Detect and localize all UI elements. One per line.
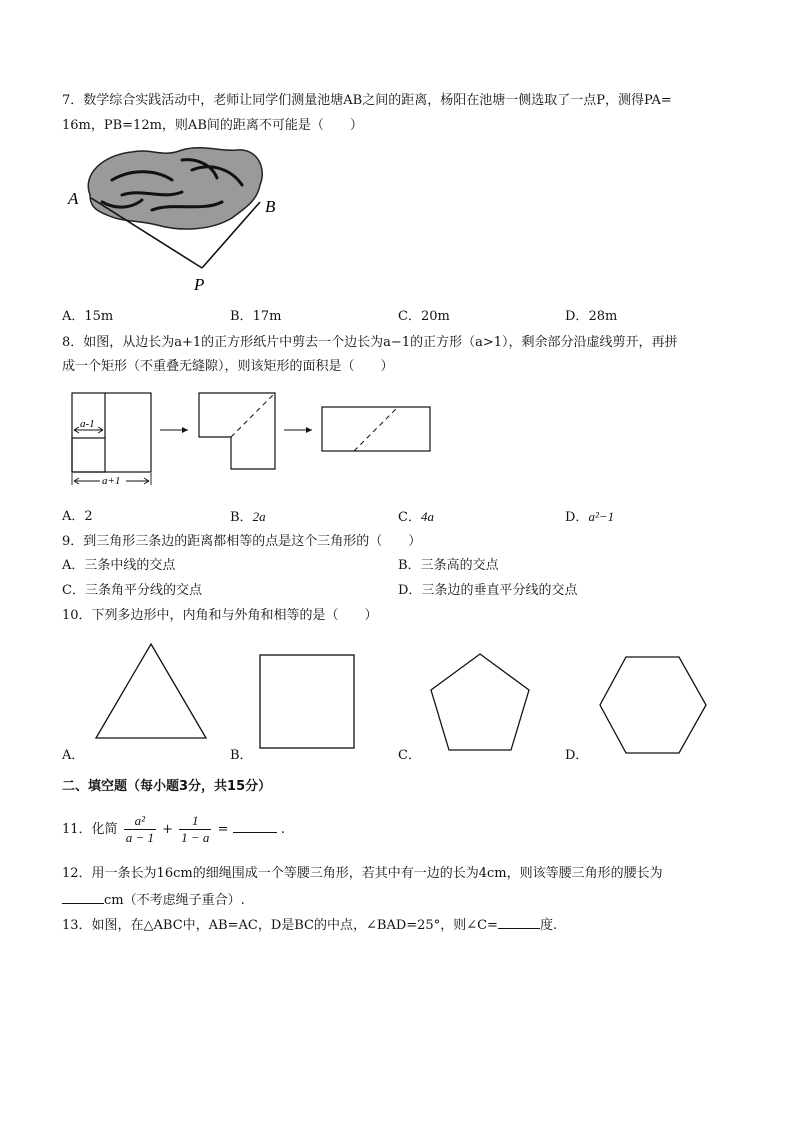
q10-shapes <box>0 640 794 760</box>
q9-option-a[interactable]: A．三条中线的交点 <box>62 558 176 573</box>
hexagon-shape <box>600 657 706 753</box>
q11-fraction-2: $\frac{1}{1 - a}$ <box>181 813 210 845</box>
q10-stem: 10．下列多边形中，内角和与外角和相等的是（ ） <box>62 608 378 623</box>
q8-cut-figure <box>62 385 442 495</box>
q7-stem-line2: 16m，PB=12m，则AB间的距离不可能是（ ） <box>62 118 363 133</box>
q12-answer-blank[interactable] <box>62 890 104 904</box>
label-a: A <box>68 189 79 208</box>
q8-option-a[interactable]: A．2 <box>62 509 93 524</box>
q9-option-c[interactable]: C．三条角平分线的交点 <box>62 583 202 598</box>
q10-option-c[interactable]: C． <box>398 748 421 763</box>
q8-stem-line1: 8．如图，从边长为a+1的正方形纸片中剪去一个边长为a−1的正方形（a>1），剩余部分沿虚线剪开，再拼 <box>62 335 678 350</box>
label-p: P <box>194 275 205 294</box>
big-square <box>72 393 151 472</box>
q10-option-d[interactable]: D． <box>565 748 589 763</box>
pond-shape <box>88 148 262 229</box>
q8-option-d[interactable]: D．a²−1 <box>565 509 615 525</box>
q8-option-b[interactable]: B．2a <box>230 509 266 525</box>
label-b: B <box>265 197 276 216</box>
square-shape <box>260 655 354 748</box>
label-small-side: a-1 <box>80 418 95 430</box>
q11-answer-blank[interactable] <box>233 819 277 833</box>
q12-stem-line2: cm（不考虑绳子重合）. <box>62 890 245 910</box>
q9-option-d[interactable]: D．三条边的垂直平分线的交点 <box>398 583 578 598</box>
q10-option-a[interactable]: A． <box>62 748 85 763</box>
pentagon-shape <box>431 654 529 750</box>
q7-option-c[interactable]: C．20m <box>398 309 450 324</box>
q11-line: 11．化简 $\frac{\text{a²}}{a - 1}$ + $\frac{1}{1 - a}$ = . <box>62 813 285 845</box>
q11-prefix: 11．化简 <box>62 822 118 837</box>
q11-fraction-1: $\frac{\text{a²}}{a - 1}$ <box>125 813 154 845</box>
triangle-shape <box>96 644 206 738</box>
q7-option-d[interactable]: D．28m <box>565 309 618 324</box>
q10-option-b[interactable]: B． <box>230 748 253 763</box>
q13-answer-blank[interactable] <box>498 915 540 929</box>
q7-option-a[interactable]: A．15m <box>62 309 114 324</box>
section2-heading: 二、填空题（每小题3分，共15分） <box>62 779 272 794</box>
q7-stem-line1: 7．数学综合实践活动中，老师让同学们测量池塘AB之间的距离，杨阳在池塘一侧选取了一点P，测得PA= <box>62 93 672 108</box>
q9-stem: 9．到三角形三条边的距离都相等的点是这个三角形的（ ） <box>62 534 422 549</box>
q8-option-c[interactable]: C．4a <box>398 509 434 525</box>
q7-option-b[interactable]: B．17m <box>230 309 282 324</box>
q12-stem-line1: 12．用一条长为16cm的细绳围成一个等腰三角形，若其中有一边的长为4cm，则该等腰三角形的腰长为 <box>62 866 663 881</box>
label-big-side: a+1 <box>102 475 121 487</box>
q9-option-b[interactable]: B．三条高的交点 <box>398 558 499 573</box>
q7-pond-figure <box>62 140 292 300</box>
small-square <box>72 438 105 472</box>
q13-stem: 13．如图，在△ABC中，AB=AC，D是BC的中点，∠BAD=25°，则∠C= 度. <box>62 915 557 935</box>
q8-stem-line2: 成一个矩形（不重叠无缝隙），则该矩形的面积是（ ） <box>62 359 394 374</box>
